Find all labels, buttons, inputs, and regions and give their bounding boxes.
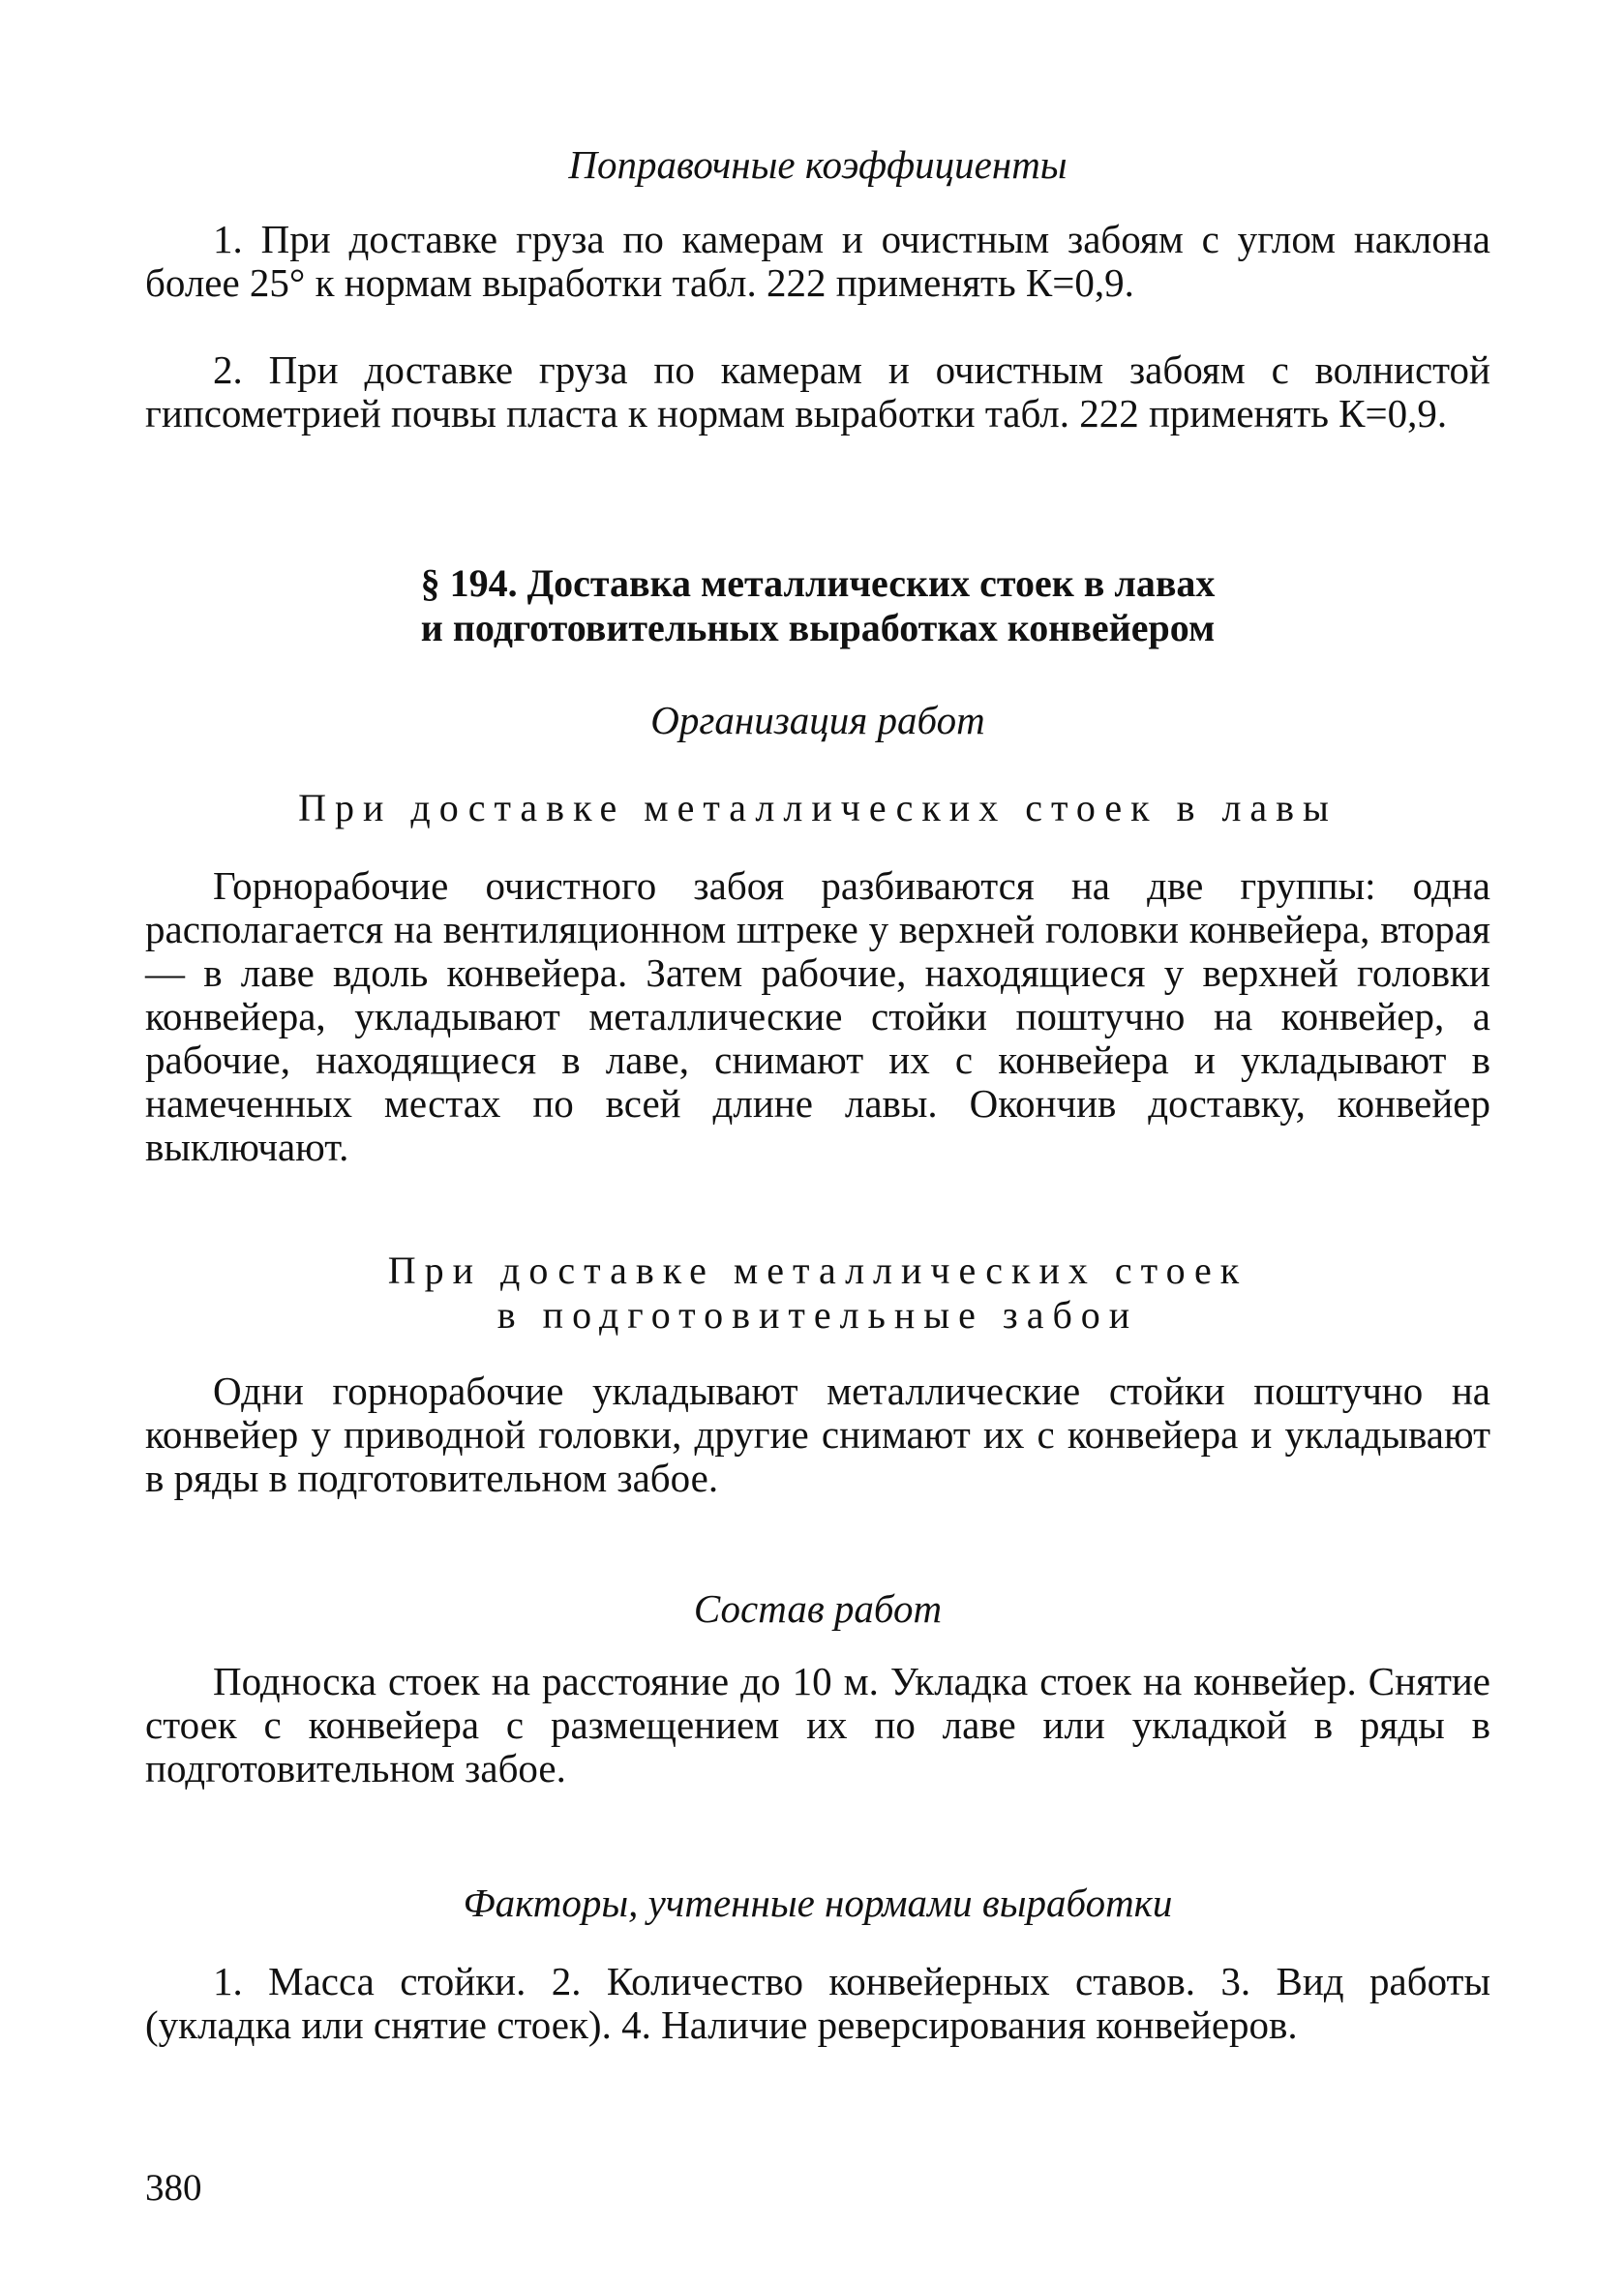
- factors-text: 1. Масса стойки. 2. Количество конвейерных ставов. 3. Вид работы (укладка или снятие стоек). 4. Наличие реверсирования конвейеров.: [145, 1959, 1490, 2047]
- page-number: 380: [145, 2167, 202, 2209]
- corrections-item-1: 1. При доставке груза по камерам и очистным забоям с углом наклона более 25° к нормам выработки табл. 222 применять К=0,9.: [145, 217, 1490, 305]
- composition-text: Подноска стоек на расстояние до 10 м. Укладка стоек на конвейер. Снятие стоек с конвейера с размещением их по лаве или укладкой в ряды в подготовительном забое.: [145, 1659, 1490, 1790]
- section-heading-line-1: § 194. Доставка металлических стоек в лавах: [420, 561, 1216, 605]
- section-heading-line-2: и подготовительных выработках конвейером: [420, 606, 1216, 649]
- organization-subheading-2-line-1: При доставке металлических стоек: [387, 1249, 1248, 1292]
- factors-title: Факторы, учтенные нормами выработки: [463, 1881, 1173, 1925]
- corrections-item-2: 2. При доставке груза по камерам и очистным забоям с волнистой гипсометрией почвы пласта к нормам выработки табл. 222 применять К=0,9.: [145, 347, 1490, 436]
- organization-paragraph-2: Одни горнорабочие укладывают металлические стойки поштучно на конвейер у приводной головки, другие снимают их с конвейера и укладывают в ряды в подготовительном забое.: [145, 1369, 1490, 1500]
- organization-subheading-2-line-2: в подготовительные забои: [496, 1293, 1139, 1337]
- composition-title: Состав работ: [693, 1586, 943, 1631]
- organization-subheading-1: При доставке металлических стоек в лавы: [298, 786, 1338, 829]
- corrections-title: Поправочные коэффициенты: [568, 142, 1068, 187]
- organization-title: Организация работ: [650, 698, 985, 742]
- organization-paragraph-1: Горнорабочие очистного забоя разбиваются на две группы: одна располагается на вентиляционном штреке у верхней головки конвейера, вторая — в лаве вдоль конвейера. Затем рабочие, находящиеся у верхней головки конвейера, укладывают металлические стойки поштучно на конвейер, а рабочие, находящиеся в лаве, снимают их с конвейера и укладывают в намеченных местах по всей длине лавы. Окончив доставку, конвейер выключают.: [145, 863, 1490, 1169]
